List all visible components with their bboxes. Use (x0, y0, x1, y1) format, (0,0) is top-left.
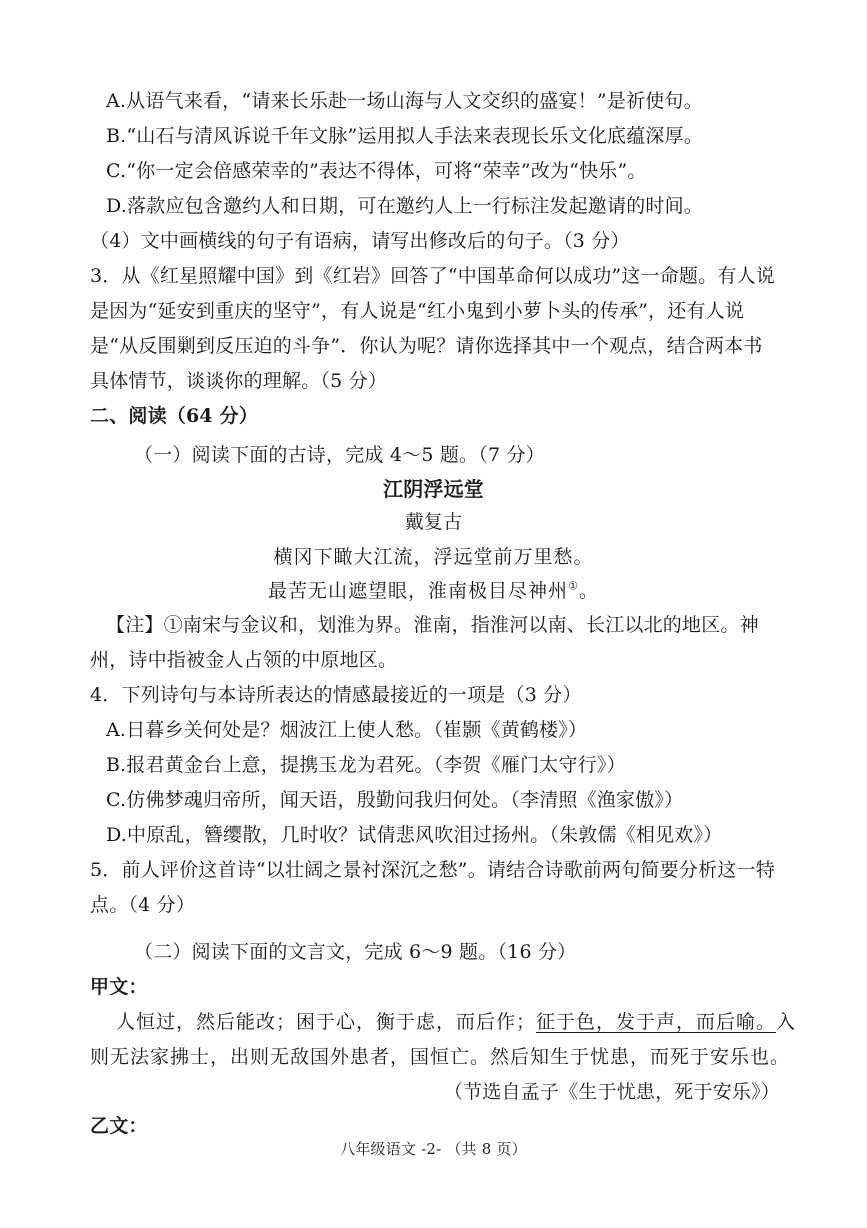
text-jia-line-2: 则无法家拂士，出则无敌国外患者，国恒亡。然后知生于忧患，而死于安乐也。 (90, 1046, 791, 1068)
text-jia-line-1-plain: 人恒过，然后能改；困于心，衡于虑，而后作； (116, 1011, 537, 1033)
q2-subquestion-4: （4）文中画横线的句子有语病，请写出修改后的句子。（3 分） (90, 230, 630, 252)
q2-option-c: C.“你一定会倍感荣幸的”表达不得体，可将“荣幸”改为“快乐”。 (106, 160, 647, 182)
q4-option-a: A.日暮乡关何处是？烟波江上使人愁。（崔颢《黄鹤楼》） (106, 719, 588, 741)
q2-option-b: B.“山石与清风诉说千年文脉”运用拟人手法来表现长乐文化底蕴深厚。 (106, 125, 704, 147)
poem-note-line: 州，诗中指被金人占领的中原地区。 (90, 649, 398, 671)
footnote-marker: ① (568, 579, 579, 593)
q5-line: 5．前人评价这首诗“以壮阔之景衬深沉之愁”。请结合诗歌前两句简要分析这一特 (90, 859, 775, 881)
q4-stem: 4．下列诗句与本诗所表达的情感最接近的一项是（3 分） (90, 684, 582, 706)
part-two-heading: （二）阅读下面的文言文，完成 6～9 题。（16 分） (134, 941, 577, 963)
q3-line: 是“从反围剿到反压迫的斗争”．你认为呢？请你选择其中一个观点，结合两本书 (90, 335, 763, 357)
q2-option-d: D.落款应包含邀约人和日期，可在邀约人上一行标注发起邀请的时间。 (106, 195, 703, 217)
q3-line: 是因为“延安到重庆的坚守”，有人说是“红小鬼到小萝卜头的传承”，还有人说 (90, 300, 745, 322)
q2-option-a: A.从语气来看，“请来长乐赴一场山海与人文交织的盛宴！”是祈使句。 (106, 90, 703, 112)
text-jia-source: （节选自孟子《生于忧患，死于安乐》） (443, 1081, 780, 1103)
poem-line-1: 横冈下瞰大江流，浮远堂前万里愁。 (273, 546, 594, 568)
underlined-sentence: 征于色，发于声，而后喻。 (536, 1011, 777, 1033)
poem-line-2 (0, 579, 867, 603)
poem-author: 戴复古 (404, 511, 463, 533)
q4-option-d: D.中原乱，簪缨散，几时收？试倩悲风吹泪过扬州。（朱敦儒《相见欢》） (106, 824, 723, 846)
poem-note-line: 【注】①南宋与金议和，划淮为界。淮南，指淮河以南、长江以北的地区。神 (106, 614, 759, 636)
q4-option-b: B.报君黄金台上意，提携玉龙为君死。（李贺《雁门太守行》） (106, 754, 626, 776)
text-jia-label: 甲文： (90, 976, 148, 998)
part-one-heading: （一）阅读下面的古诗，完成 4～5 题。（7 分） (134, 444, 545, 466)
q3-line: 3．从《红星照耀中国》到《红岩》回答了“中国革命何以成功”这一命题。有人说 (90, 265, 775, 287)
text-jia-line-1 (116, 1010, 796, 1034)
poem-line-2-end: 。 (578, 580, 599, 602)
poem-title: 江阴浮远堂 (383, 477, 484, 501)
text-jia-line-1-tail: 入 (776, 1011, 797, 1033)
text-yi-label: 乙文： (90, 1115, 148, 1137)
q4-option-c: C.仿佛梦魂归帝所，闻天语，殷勤问我归何处。（李清照《渔家傲》） (106, 789, 684, 811)
q5-line: 点。（4 分） (90, 894, 196, 916)
q3-line: 具体情节，谈谈你的理解。（5 分） (90, 370, 388, 392)
poem-line-2-text: 最苦无山遮望眼，淮南极目尽神州 (268, 580, 569, 602)
page-footer: 八年级语文 -2- （共 8 页） (340, 1140, 527, 1158)
section-heading: 二、阅读（64 分） (90, 405, 259, 427)
